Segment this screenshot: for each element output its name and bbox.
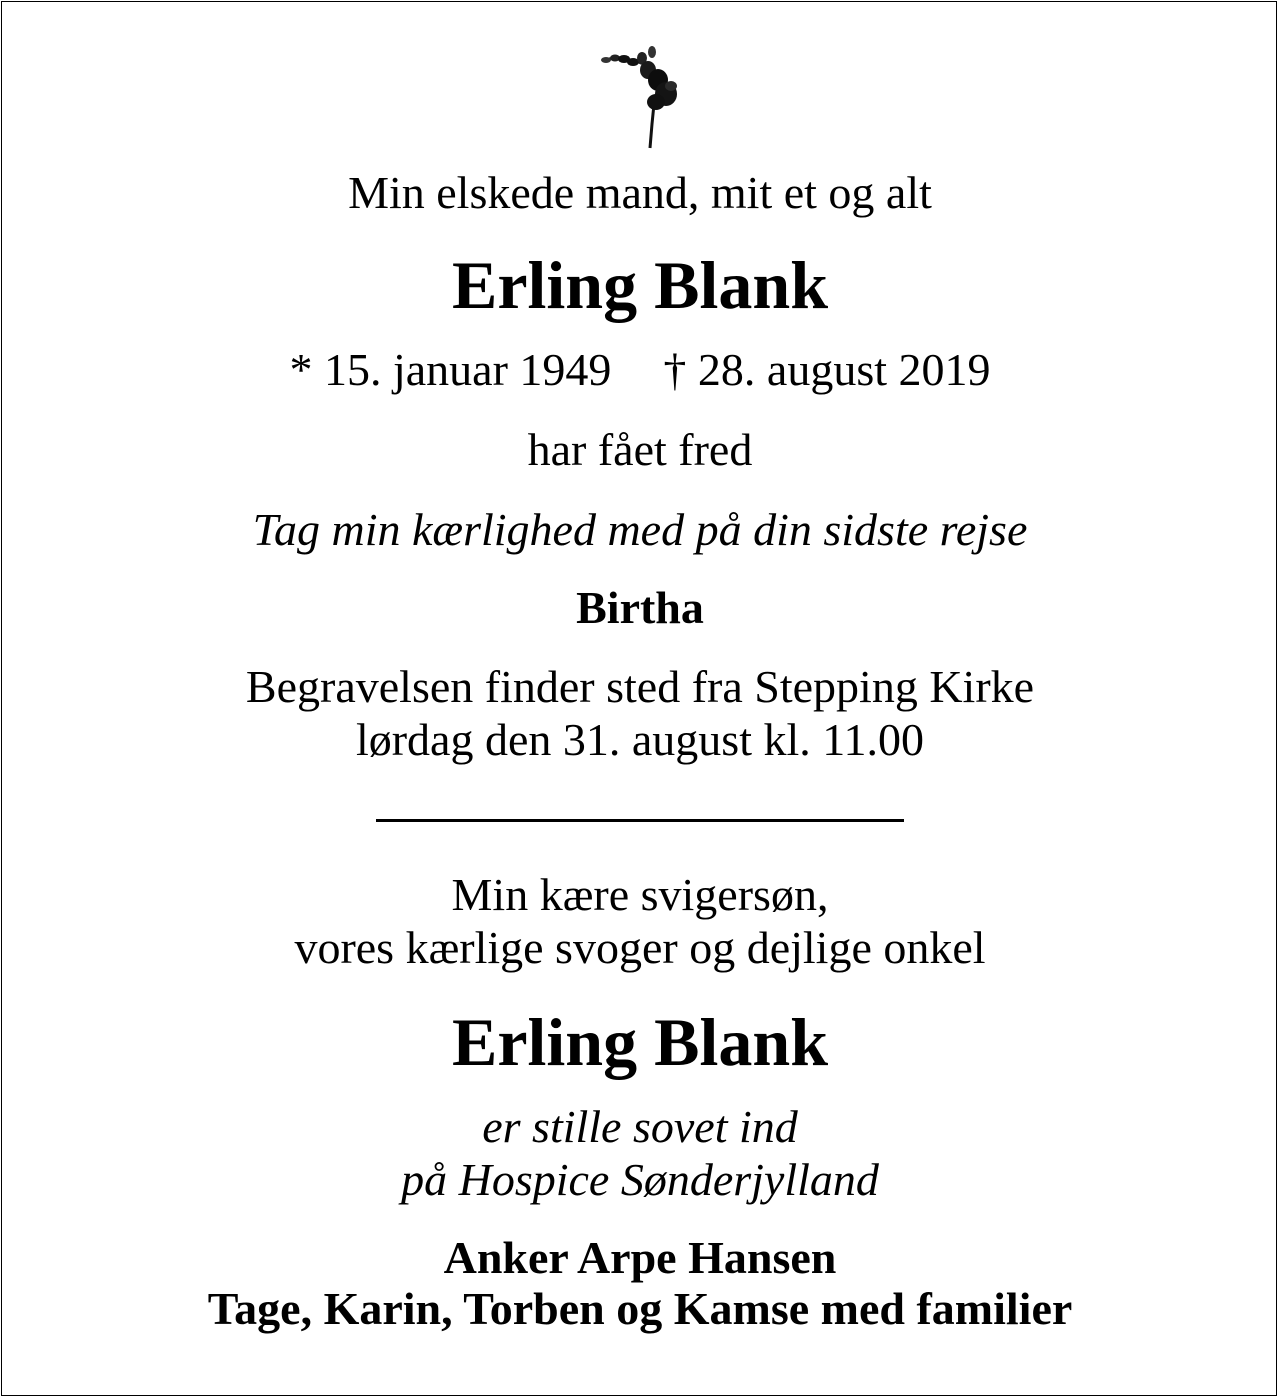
deceased-name: Erling Blank: [451, 247, 829, 323]
deceased-name-2: Erling Blank: [451, 1004, 829, 1080]
intro2-line-1: Min kære svigersøn,: [451, 869, 829, 920]
funeral-line-2: lørdag den 31. august kl. 11.00: [355, 714, 925, 765]
status2-line-2: på Hospice Sønderjylland: [401, 1154, 879, 1205]
birth-date: * 15. januar 1949: [289, 344, 612, 395]
signed-by: Birtha: [576, 582, 704, 633]
signed2-line-2: Tage, Karin, Torben og Kamse med familier: [207, 1283, 1073, 1334]
quote-text: Tag min kærlighed med på din sidste rejse: [252, 504, 1028, 555]
intro2-line-2: vores kærlige svoger og dejlige onkel: [294, 922, 986, 973]
status2-line-1: er stille sovet ind: [482, 1101, 798, 1152]
status-text: har fået fred: [527, 424, 753, 475]
death-date: † 28. august 2019: [663, 344, 991, 395]
life-dates: [0, 343, 1280, 396]
funeral-line-1: Begravelsen finder sted fra Stepping Kirke: [245, 661, 1035, 712]
flower-icon: [596, 44, 686, 152]
divider: [376, 819, 904, 822]
signed2-line-1: Anker Arpe Hansen: [443, 1232, 837, 1283]
intro-text: Min elskede mand, mit et og alt: [348, 167, 932, 218]
